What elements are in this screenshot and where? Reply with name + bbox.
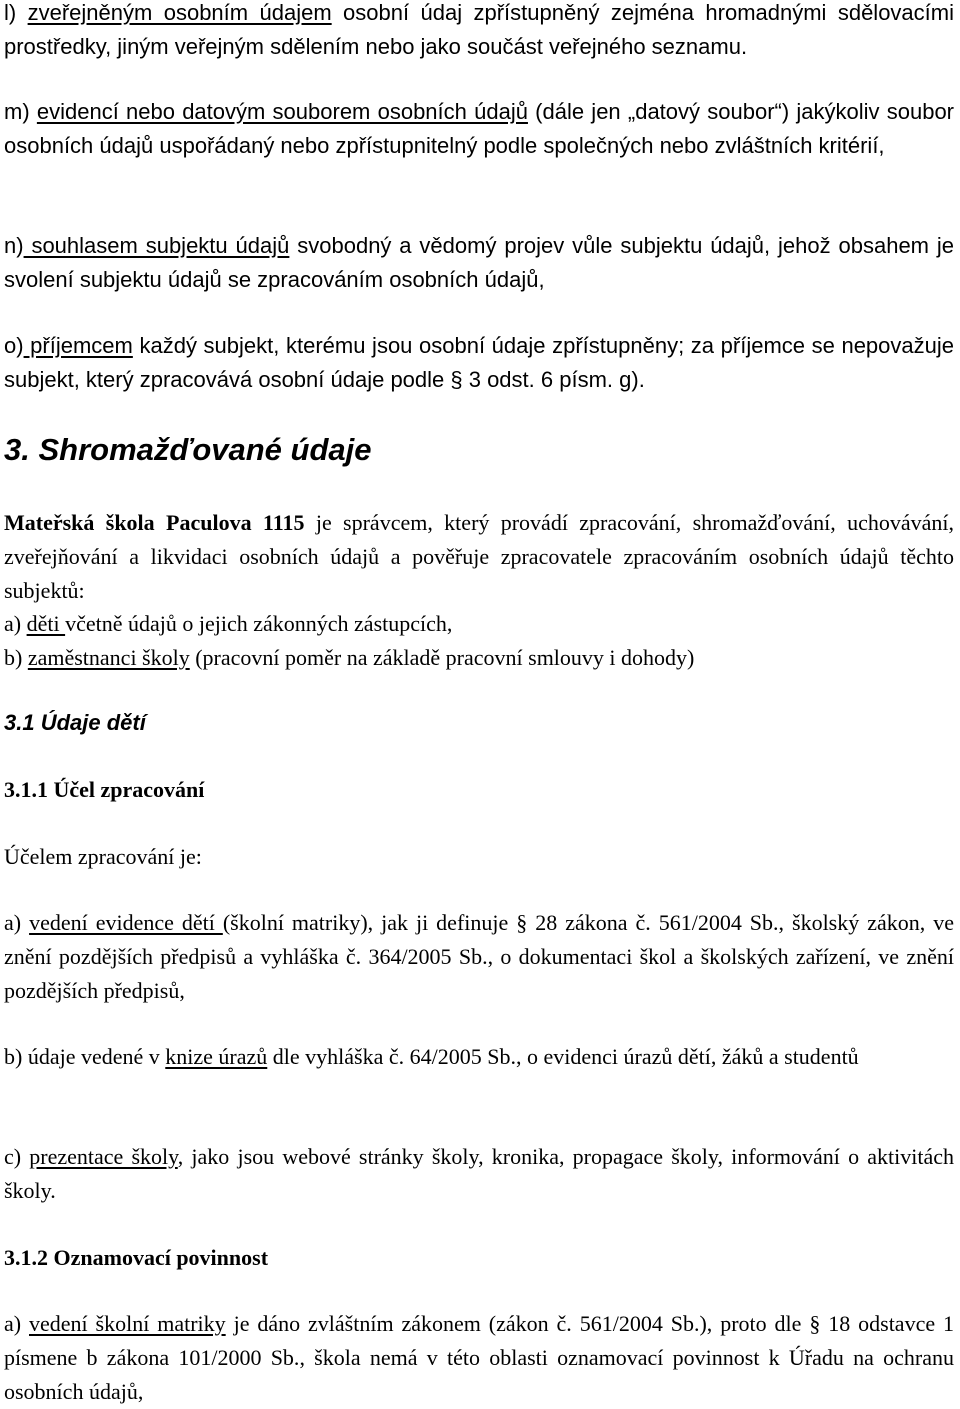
subject-b-term: zaměstnanci školy bbox=[27, 645, 190, 670]
definition-n-text: svobodný a vědomý projev vůle subjektu údajů, jehož obsahem je svolení subjektu údajů se zpracováním osobních údajů, bbox=[4, 233, 955, 292]
notification-a-text-2: ), proto dle § 18 odstavce 1 písmene b zákona 101/2000 Sb. bbox=[4, 1311, 955, 1370]
section-3-1-2-heading: 3.1.2 Oznamovací povinnost bbox=[4, 1245, 269, 1270]
purpose-c-term: prezentace školy bbox=[29, 1144, 178, 1169]
notification-a bbox=[4, 1307, 954, 1409]
definition-l bbox=[4, 0, 954, 64]
purpose-a-text-3: , o dokumentaci škol a školských zařízení, ve znění pozdějších předpisů, bbox=[4, 944, 954, 1003]
subject-b-marker: b) bbox=[4, 645, 28, 670]
notification-a-text-3: , škola nemá v této oblasti oznamovací povinnost k Úřadu na ochranu osobních údajů, bbox=[4, 1345, 954, 1404]
subject-a-text: včetně údajů o jejich zákonných zástupcích, bbox=[65, 611, 453, 636]
subject-a-marker: a) bbox=[4, 611, 27, 636]
purpose-lead: Účelem zpracování je: bbox=[4, 844, 202, 869]
section-3-1-1-heading: 3.1.1 Účel zpracování bbox=[4, 777, 205, 802]
purpose-b-text-2: dle vyhláška č. 64/2005 Sb. bbox=[267, 1044, 516, 1069]
notification-a-marker: a) bbox=[4, 1311, 29, 1336]
definition-n-marker: n) bbox=[4, 233, 24, 258]
subject-b-text: (pracovní poměr na základě pracovní smlouvy i dohody) bbox=[189, 645, 695, 670]
purpose-a-term: vedení evidence dětí bbox=[29, 910, 223, 935]
definition-o-marker: o) bbox=[4, 333, 24, 358]
purpose-c-marker: c) bbox=[4, 1144, 30, 1169]
purpose-b bbox=[4, 1040, 954, 1074]
purpose-a-text-1: (školní matriky), jak ji definuje § 28 zákona č. 561/2004 Sb. bbox=[222, 910, 779, 935]
notification-a-text-1: je dáno zvláštním zákonem (zákon č. 561/2004 Sb. bbox=[225, 1311, 700, 1336]
notification-a-term: vedení školní matriky bbox=[29, 1311, 226, 1336]
purpose-b-text-3: , o evidenci úrazů dětí, žáků a studentů bbox=[515, 1044, 859, 1069]
purpose-c bbox=[4, 1140, 954, 1208]
section-3-1-heading: 3.1 Údaje dětí bbox=[4, 710, 146, 735]
definition-m-marker: m) bbox=[4, 99, 37, 124]
purpose-b-text-1: údaje vedené v bbox=[27, 1044, 166, 1069]
definition-o-term: příjemcem bbox=[23, 333, 133, 358]
definition-n-term: souhlasem subjektu údajů bbox=[23, 233, 290, 258]
purpose-b-marker: b) bbox=[4, 1044, 28, 1069]
controller-name: Mateřská škola Paculova 1115 bbox=[4, 510, 305, 535]
definition-n bbox=[4, 229, 954, 297]
definition-m-text: (dále jen „datový soubor“) jakýkoliv soubor osobních údajů uspořádaný nebo zpřístupnitelný podle společných nebo zvláštních kritérií, bbox=[4, 99, 955, 158]
subject-a-term: děti bbox=[26, 611, 66, 636]
purpose-c-text: , jako jsou webové stránky školy, kronika, propagace školy, informování o aktivitách školy. bbox=[4, 1144, 954, 1203]
definition-m bbox=[4, 95, 954, 163]
definition-l-term: zveřejněným osobním údajem bbox=[27, 0, 332, 25]
purpose-a bbox=[4, 906, 954, 1008]
definition-m-term: evidencí nebo datovým souborem osobních údajů bbox=[36, 99, 528, 124]
definition-o bbox=[4, 329, 954, 397]
purpose-b-term: knize úrazů bbox=[165, 1044, 268, 1069]
definition-l-marker: l) bbox=[4, 0, 28, 25]
section-3-heading: 3. Shromažďované údaje bbox=[4, 432, 372, 467]
section-3-intro bbox=[4, 506, 954, 608]
subject-a bbox=[4, 607, 954, 641]
definition-l-text: osobní údaj zpřístupněný zejména hromadnými sdělovacími prostředky, jiným veřejným sdělením nebo jako součást veřejného seznamu. bbox=[4, 0, 954, 59]
purpose-a-text-2: , školský zákon, ve znění pozdějších předpisů a vyhláška č. 364/2005 Sb. bbox=[4, 910, 954, 969]
definition-o-text: každý subjekt, kterému jsou osobní údaje zpřístupněny; za příjemce se nepovažuje subjekt, který zpracovává osobní údaje podle § 3 odst. 6 písm. g). bbox=[4, 333, 954, 392]
section-3-intro-text: je správcem, který provádí zpracování, shromažďování, uchovávání, zveřejňování a likvidaci osobních údajů a pověřuje zpracovatele zpracováním osobních údajů těchto subjektů: bbox=[4, 510, 954, 603]
purpose-a-marker: a) bbox=[4, 910, 30, 935]
subject-b bbox=[4, 641, 954, 675]
